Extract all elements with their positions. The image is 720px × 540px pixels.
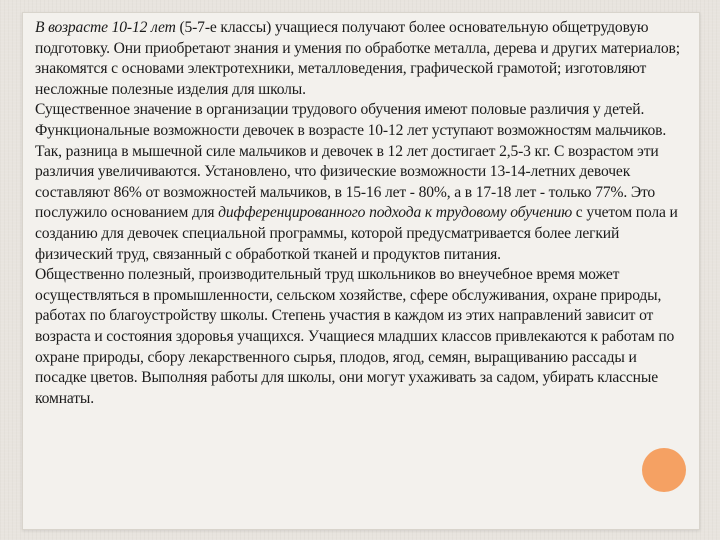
decorative-orange-circle	[642, 448, 686, 492]
paragraph-gender-differences	[35, 100, 681, 265]
differentiated-approach-emphasis: дифференцированного подхода к трудовому обучению	[218, 204, 573, 222]
body-text	[35, 18, 681, 409]
text-panel	[22, 12, 700, 530]
age-range-emphasis: В возрасте 10-12 лет	[35, 19, 176, 36]
paragraph-extracurricular-labor: Общественно полезный, производительный труд школьников во внеучебное время может осуществляться в промышленности, сельском хозяйстве, сфере обслуживания, охране природы, работах по благоустройству школы. Степень участия в каждом из этих направлений зависит от возраста и состояния здоровья учащихся. Учащиеся младших классов привлекаются к работам по охране природы, сбору лекарственного сырья, плодов, ягод, семян, выращиванию рассады и посадке цветов. Выполняя работы для школы, они могут ухаживать за садом, убирать классные комнаты.	[35, 266, 675, 407]
paragraph-2-start: Существенное значение в организации трудового обучения имеют половые различия у детей. Функциональные возможности девочек в возрасте 10-12 лет уступают возможностям мальчиков. Так, разница в мышечной силе мальчиков и девочек в 12 лет достигает 2,5-3 кг. С возрастом эти различия увеличиваются. Установлено, что физические возможности 13-14-летних девочек составляют 86% от возможностей мальчиков, в 15-16 лет - 80%, а в 17-18 лет - только 77%. Это послужило основанием для	[35, 101, 667, 222]
paragraph-1-text: (5-7-е классы) учащиеся получают более основательную общетрудовую подготовку. Они приобретают знания и умения по обработке металла, дерева и других материалов; знакомятся с основами электротехники, металловедения, графической грамотой; изготовляют несложные полезные изделия для школы.	[35, 19, 680, 98]
paragraph-2-end: с учетом пола и созданию для девочек специальной программы, которой предусматривается более легкий физический труд, связанный с обработкой тканей и продуктов питания.	[35, 204, 678, 263]
paragraph-age-10-12	[35, 18, 681, 100]
